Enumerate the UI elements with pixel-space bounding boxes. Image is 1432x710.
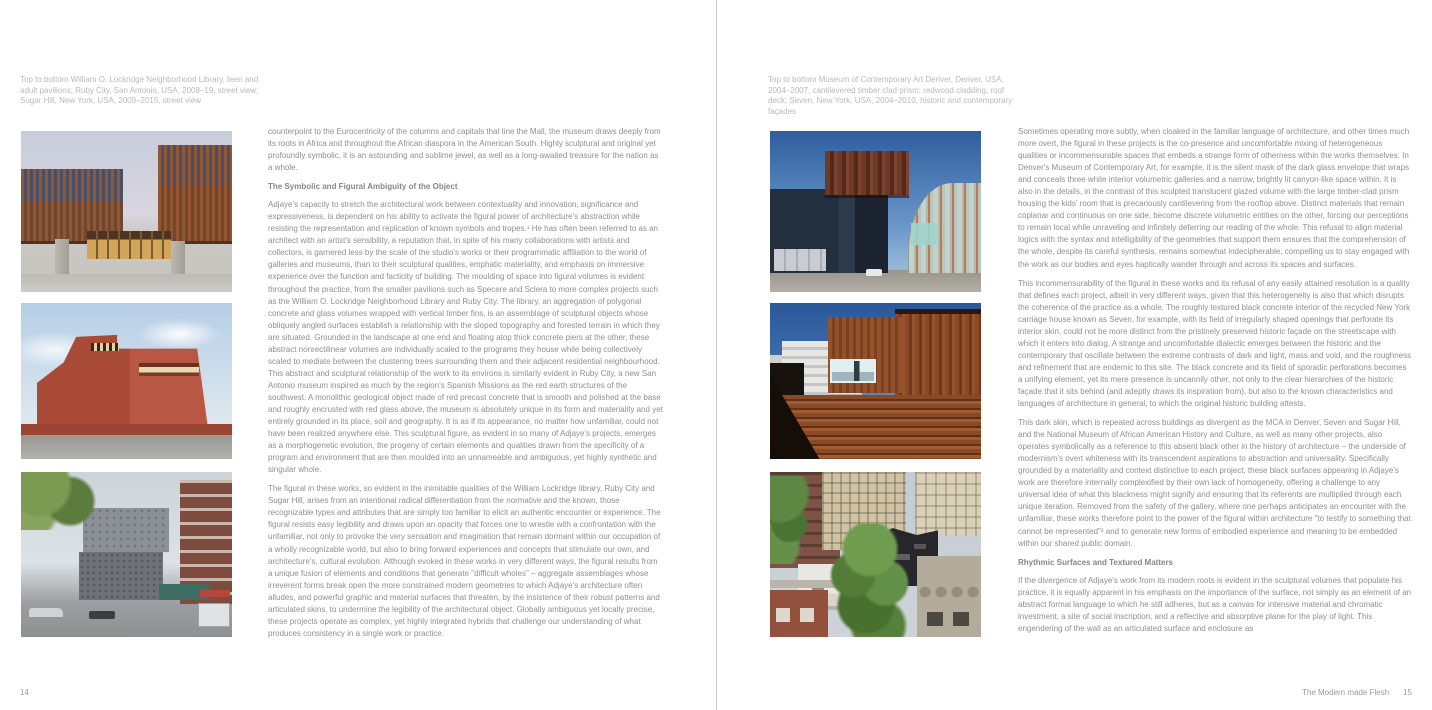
green-tree bbox=[828, 524, 912, 637]
white-truck bbox=[198, 603, 230, 627]
page-gutter-divider bbox=[716, 0, 717, 710]
page-number-right: 15 bbox=[1403, 688, 1412, 697]
body-paragraph: counterpoint to the Eurocentricity of the columns and capitals that line the Mall, the museum draws deeply from its roots in Africa and throughout the African diaspora in the American South. Highly sculptural and original yet profoundly symbolic, it is an astounding and sublime jewel, as well as a long-awaited treasure for the nation as a whole. bbox=[268, 127, 661, 173]
ivy-foreground bbox=[770, 476, 810, 564]
photo-caption-right: Top to bottom Museum of Contemporary Art Denver, Denver, USA, 2004–2007, cantilevered timber clad prism; redwood cladding, roof deck; Seven, New York, USA, 2004–2010, historic and contemporary façades bbox=[768, 75, 1013, 116]
red-awning bbox=[200, 590, 230, 597]
tree-leaves-foreground bbox=[21, 472, 101, 530]
photo-seven-facades bbox=[770, 472, 981, 637]
white-door-panels bbox=[774, 249, 826, 271]
body-paragraph: This dark skin, which is repeated across buildings as divergent as the MCA in Denver, Seven and Sugar Hill, and the National Museum of African American History and Culture, as well as many other projects, also operates symbolically as a reference to this absent black other in the history of architecture – the underside of modernism's overt whiteness with its transcendent aspirations to abstraction and universality. Specifically grounded by a materiality and context distinctive to each project, these black surfaces appearing in Adjaye's work are therefore internally complexified by their own lack of homogeneity, offering a challenge to any universal idea of what this blackness might signify and ensuring that its referents are multiplied through each unique iteration. Removed from the safety of the gallery, where one perhaps anticipates an encounter with the unfamiliar, these works therefore point to the power of the figural within architecture "to testify to something that cannot be represented"² and to generate new forms of embodied experience and meaning to be embedded within our shared public domain. bbox=[1018, 418, 1411, 548]
body-paragraph: Sometimes operating more subtly, when cloaked in the familiar language of architecture, and other times much more overt, the figural in these projects is the co-presence and uncomfortable mixing of heterogeneous qualities or incommensurable spaces that embeds a strange form of otherness within the works themselves. In Denver's Museum of Contemporary Art, for example, it is the silent mask of the dark glass envelope that wraps and conceals three white interior volumetric galleries and a narrow, brightly lit canyon-like space within. It is also in the details, in the contrast of this sculpted translucent glazed volume with the large timber-clad prism housing the kids' room that is precariously cantilevering from the rooftop above. Distinct materials that remain coplanar and continuous on one side, become discrete volumetric entities on the other, forcing our perceptions to remain local while unraveling and infinitely deferring our reading of the whole. This refusal to align material logics with the syntax and intelligibility of the geometries that support them ensures that the comprehension of the whole, despite its careful synthesis, remains somewhat indecipherable, compelling us to stay engaged with the work as our bodies and eyes haptically wander through and across its spaces and surfaces. bbox=[1018, 127, 1410, 269]
mirrored-window bbox=[830, 359, 876, 383]
timber-fin-pavilion-right bbox=[158, 145, 232, 244]
photo-sugar-hill bbox=[21, 472, 232, 637]
beige-highrise bbox=[915, 472, 981, 536]
body-paragraph: Adjaye's capacity to stretch the architectural work between contextuality and innovation, significance and expressiveness, is dependent on his ability to activate the figural power of architecture's abstraction while resisting the representation and replication of known symbols and tropes.¹ He has often been referred to as an architect with an artist's sensibility, a reputation that, in spite of his many collaborations with artists and collectors, is garnered less by the scale of the studio's works or their programmatic affiliation to the world of galleries and museums, than to their sculptural qualities, emphatic materiality, and emphasis on immersive experience over the function and facticity of building. The moulding of space into figural volumes is evident throughout the practice, from the smaller pavilions such as Specere and Sclera to more complex projects such as the William O. Lockridge Neighborhood Library and Ruby City. The library, an aggregation of polygonal concrete and glass volumes wrapped with vertical timber fins, is an assemblage of sculptural objects whose obliquely angled surfaces establish a relationship with the sloped topography and forested terrain in which they are situated. Grounded in the landscape at one end and floating atop thick concrete piers at the other, these abstract nonrectilinear volumes are individually scaled to the programs they house while being collectively scaled to mediate between the clustering trees surrounding them and their adjacent residential neighbourhood. This abstract and sculptural relationship of the work to its environs is similarly evident in Ruby City, a new San Antonio museum inspired as much by the region's Spanish Missions as the red earth structures of the southwest. A monolithic geological object made of red precast concrete that is smooth and polished at the base and roughly encrusted with red glass above, the museum is absolutely unique in its form and materiality and yet entirely grounded in its place, soil and geography. It is as if its appearance, no matter how unfamiliar, could not have been realized anywhere else. This sculptural figure, as evident in so many of Adjaye's projects, emerges as a morphogenetic evolution, the progeny of certain elements and qualities drawn from the specificity of a program and environment that are then moulded into an unnameable and ambiguous, yet highly synthetic and singular whole. bbox=[268, 200, 663, 475]
body-paragraph: The figural in these works, so evident in the inimitable qualities of the William Lockridge library, Ruby City and Sugar Hill, arises from an intentional radical differentiation from the normative and the known, those recognizable types and attributes that are simply too familiar to elicit an authentic encounter or experience. The figural resists easy legibility and draws upon an opacity that forces one to wrestle with a confrontation with the unfamiliar, not only to provoke the very sensation and imagination that remain dormant within our occupation of a wholly recognizable world, but also to bring forward experiences and concepts that stimulate our own, and architecture's, cultural evolution. Although evoked in these works in very different ways, the figural results from a unique fusion of elements and conditions that generate "difficult wholes" – aggregate assemblages whose irreverent forms break open the more constrained modern geometries to which Adjaye's architecture often alludes, and powerful graphic and material surfaces that threaten, by the insistence of their robust patterns and articulated skins, to undermine the legibility of the architectural object. Globally ambiguous yet locally precise, these projects operate as complex, yet highly integrated hybrids that challenge our understanding of what produces consistency in a single work or practice. bbox=[268, 484, 661, 638]
section-heading: The Symbolic and Figural Ambiguity of the Object bbox=[268, 182, 458, 192]
lit-ground-floor-windows bbox=[87, 231, 171, 259]
upper-window-band bbox=[139, 363, 199, 376]
plaza-foreground bbox=[21, 274, 232, 292]
photo-ruby-city bbox=[21, 303, 232, 459]
red-brick-facade bbox=[770, 590, 828, 637]
cantilevered-timber-prism bbox=[825, 151, 909, 195]
limestone-facade bbox=[917, 556, 981, 637]
photo-lockridge-library bbox=[21, 131, 232, 292]
section-heading: Rhythmic Surfaces and Textured Matters bbox=[1018, 557, 1174, 567]
photo-redwood-roof-deck bbox=[770, 303, 981, 459]
tower-window-band bbox=[91, 343, 119, 351]
body-paragraph: This incommensurability of the figural in these works and its refusal of any easily attained resolution is a quality that defines each project, albeit in very different ways, given that this heterogeneity is also that which disrupts the coherence of the practice as a whole. The roughly textured black concrete interior of the recycled New York carriage house known as Seven, for example, with its field of irregularly shaped openings that perforate its interior skin, could not be more distinct from the pristinely preserved historic façade on the streetscape with which it enters into dialog. A strange and uncomfortable dialectic emerges between the historic and the contemporary that oscillate between the extreme contrasts of dark and light, mass and void, and the roughness and refinement that are endemic to this site. The black concrete and its field of sporadic perforations becomes a unifying element, yet its mere presence is uncannily other, not only to the clear hierarchies of the historic façade that it sits behind (and adeptly draws its inspiration from), but also to the known characteristics and languages of architecture in general, to which the original historic building attests. bbox=[1018, 278, 1412, 409]
text-column-right bbox=[1018, 126, 1413, 642]
photo-caption-left: Top to bottom William O. Lockridge Neighborhood Library, teen and adult pavilions; Ruby City, San Antonio, USA, 2008–19, street view; Sugar Hill, New York, USA, 2009–2015, street view bbox=[20, 75, 259, 105]
teal-glass-box bbox=[911, 223, 937, 245]
white-car bbox=[866, 269, 882, 276]
parked-car bbox=[29, 608, 63, 617]
parked-car bbox=[89, 611, 115, 619]
red-concrete-mass bbox=[37, 329, 215, 427]
street-foreground bbox=[21, 435, 232, 459]
red-base-wall bbox=[21, 424, 232, 435]
footer-right bbox=[1302, 688, 1412, 697]
running-title: The Modern made Flesh bbox=[1302, 688, 1390, 697]
photo-mca-denver bbox=[770, 131, 981, 292]
body-paragraph: If the divergence of Adjaye's work from its modern roots is evident in the sculptural volumes that populate his practice, it is equally apparent in his emphasis on the importance of the surface, not simply as an element of an abstract formal language to which he still adheres, but as a canvas for intensive material and chromatic investment, a site of social inscription, and a reflective and absorptive plane for the play of light. This engendering of the wall as an articulated surface and enclosure as bbox=[1018, 575, 1412, 633]
gray-lower-volume bbox=[79, 552, 163, 600]
text-column-left bbox=[268, 126, 663, 647]
page-number-left: 14 bbox=[20, 688, 29, 697]
